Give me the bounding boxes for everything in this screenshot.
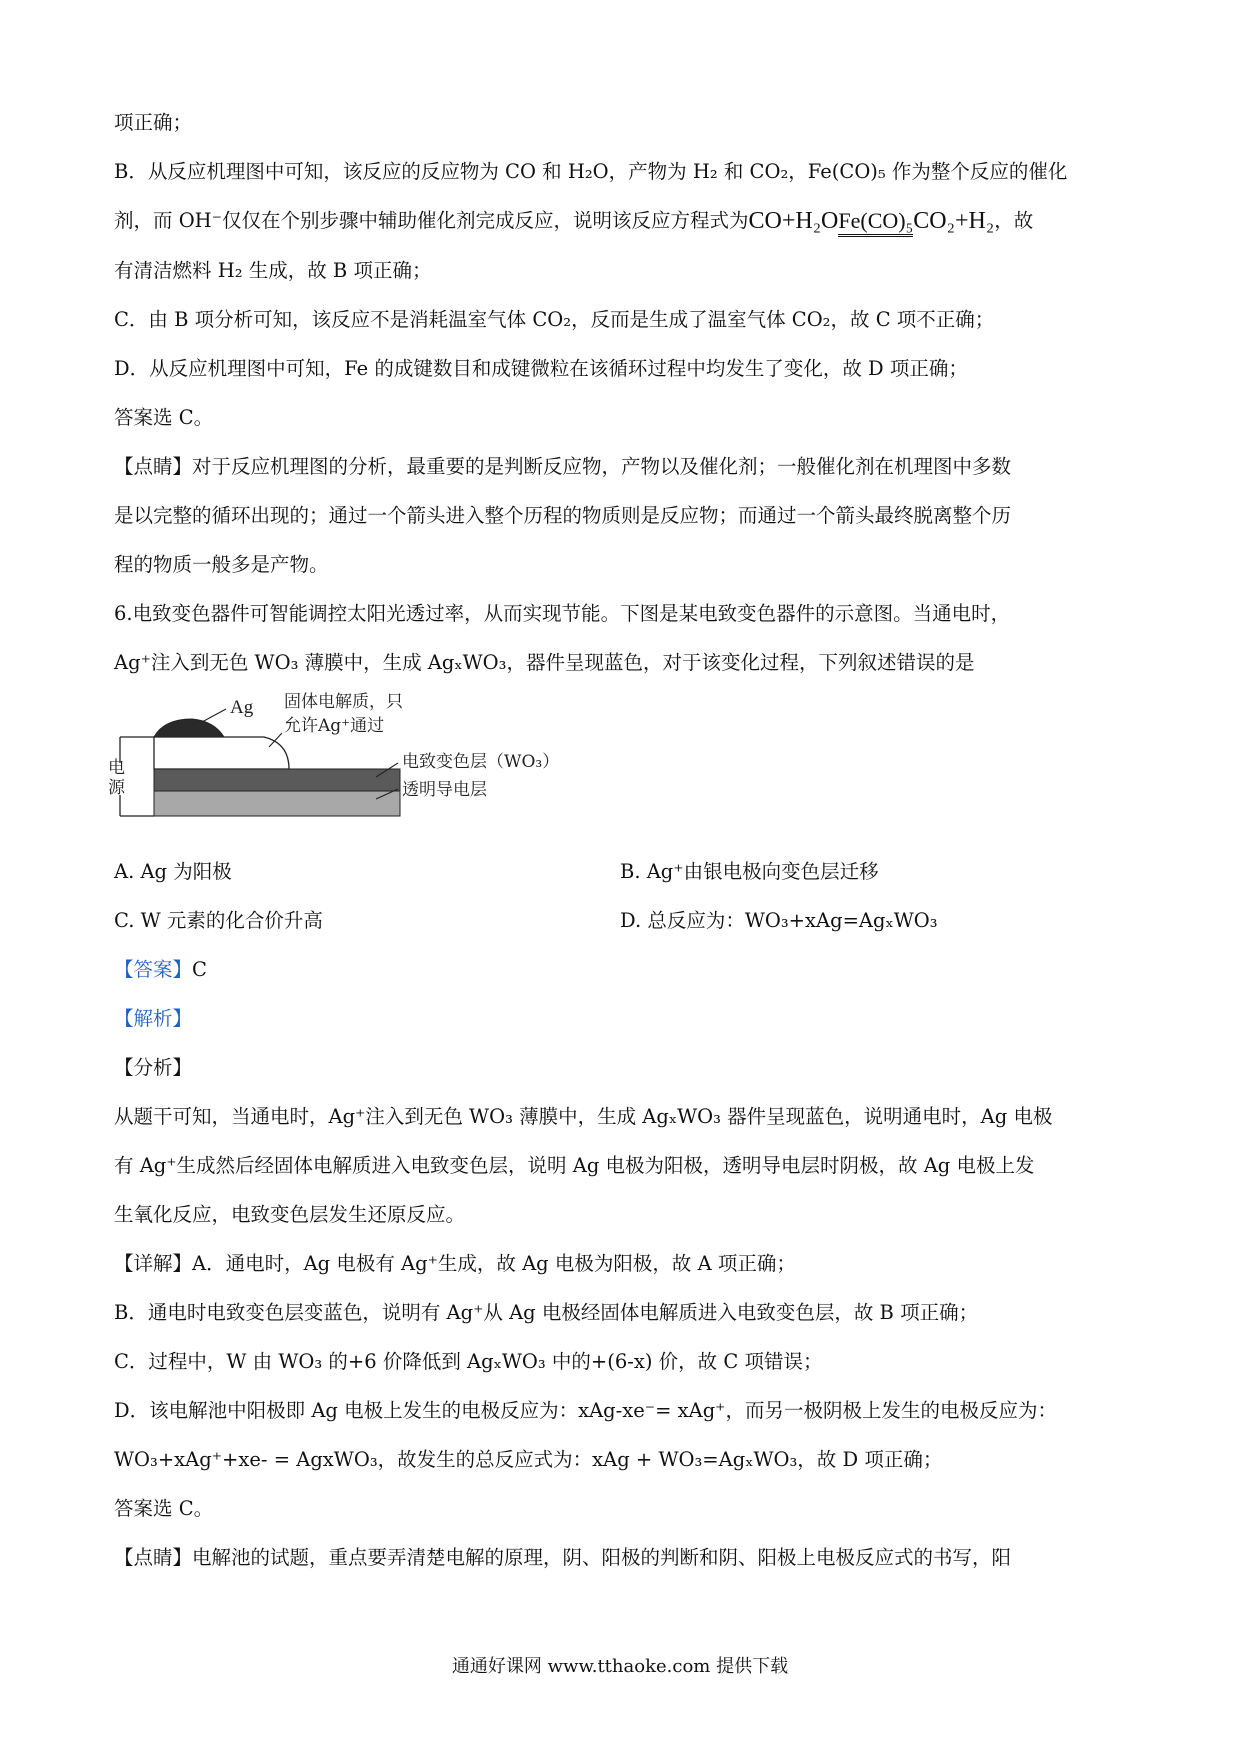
- option-b: B. Ag⁺由银电极向变色层迁移: [620, 860, 879, 883]
- text-fragment: 剂，而 OH⁻仅仅在个别步骤中辅助催化剂完成反应，说明该反应方程式为: [114, 209, 749, 232]
- answer-line: [114, 945, 1134, 994]
- text-fragment: ，故: [994, 209, 1034, 232]
- detail-line: 【点睛】电解池的试题，重点要弄清楚电解的原理，阴、阳极的判断和阴、阳极上电极反应式的书写，阳: [114, 1546, 1012, 1569]
- electrochromic-device-figure: [108, 691, 1134, 839]
- option-a: A. Ag 为阳极: [114, 860, 232, 883]
- text-line: 有清洁燃料 H₂ 生成，故 B 项正确；: [114, 259, 432, 282]
- ec-layer-label: 电致变色层（WO₃）: [402, 752, 560, 772]
- electrochromic-layer: [154, 769, 400, 791]
- ag-leader-line: [202, 709, 226, 722]
- device-diagram: [108, 691, 614, 839]
- options-row-1: [114, 847, 1134, 896]
- analysis-line: 从题干可知，当通电时，Ag⁺注入到无色 WO₃ 薄膜中，生成 AgₓWO₃ 器件呈现蓝色，说明通电时，Ag 电极: [114, 1105, 1053, 1128]
- detail-line: 答案选 C。: [114, 1497, 214, 1520]
- electrolyte-label-line2: 允许Ag⁺通过: [284, 716, 385, 736]
- text-line: B．从反应机理图中可知，该反应的反应物为 CO 和 H₂O，产物为 H₂ 和 CO₂，Fe(CO)₅ 作为整个反应的催化: [114, 160, 1068, 183]
- detail-line: B．通电时电致变色层变蓝色，说明有 Ag⁺从 Ag 电极经固体电解质进入电致变色层，故 B 项正确；: [114, 1301, 979, 1324]
- fenxi-label: 【分析】: [114, 1056, 193, 1079]
- ag-label: Ag: [230, 697, 254, 718]
- option-c: C. W 元素的化合价升高: [114, 909, 323, 932]
- text-line: C．由 B 项分析可知，该反应不是消耗温室气体 CO₂，反而是生成了温室气体 CO₂，故 C 项不正确；: [114, 308, 995, 331]
- answer-value: C: [192, 958, 207, 981]
- text-line: 答案选 C。: [114, 406, 214, 429]
- options-row-2: [114, 896, 1134, 945]
- detail-line: 【详解】A．通电时，Ag 电极有 Ag⁺生成，故 Ag 电极为阳极，故 A 项正确；: [114, 1252, 796, 1275]
- equation-reactants: CO+H₂O: [748, 208, 839, 234]
- document-content: [108, 98, 1134, 1582]
- analysis-line: 生氧化反应，电致变色层发生还原反应。: [114, 1203, 466, 1226]
- text-line: D．从反应机理图中可知，Fe 的成键数目和成键微粒在该循环过程中均发生了变化，故 D 项正确；: [114, 357, 968, 380]
- electrolyte-label-line1: 固体电解质，只: [284, 692, 403, 712]
- analysis-line: 有 Ag⁺生成然后经固体电解质进入电致变色层，说明 Ag 电极为阳极，透明导电层时阴极，故 Ag 电极上发: [114, 1154, 1035, 1177]
- equation-catalyst: Fe(CO)₅: [838, 208, 913, 237]
- page-footer: 通通好课网 www.tthaoke.com 提供下载: [451, 1656, 789, 1677]
- analysis-label: 【解析】: [114, 1007, 193, 1030]
- ag-electrode: [154, 719, 224, 737]
- answer-label: 【答案】: [114, 958, 193, 981]
- source-label-bottom: 源: [108, 778, 125, 798]
- question-text: Ag⁺注入到无色 WO₃ 薄膜中，生成 AgₓWO₃，器件呈现蓝色，对于该变化过程，下列叙述错误的是: [114, 651, 975, 674]
- question-text: 6.电致变色器件可智能调控太阳光透过率，从而实现节能。下图是某电致变色器件的示意图。当通电时，: [114, 602, 1011, 625]
- text-line: 是以完整的循环出现的；通过一个箭头进入整个历程的物质则是反应物；而通过一个箭头最终脱离整个历: [114, 504, 1012, 527]
- transparent-conductive-layer: [154, 791, 400, 816]
- detail-line: D．该电解池中阳极即 Ag 电极上发生的电极反应为：xAg-xe⁻= xAg⁺，而另一极阴极上发生的电极反应为：: [114, 1399, 1057, 1422]
- text-line: 程的物质一般多是产物。: [114, 553, 329, 576]
- text-line: 【点睛】对于反应机理图的分析，最重要的是判断反应物，产物以及催化剂；一般催化剂在机理图中多数: [114, 455, 1012, 478]
- text-line: 项正确；: [114, 111, 193, 134]
- conductive-layer-label: 透明导电层: [402, 780, 487, 800]
- text-line-with-equation: [114, 196, 1134, 246]
- source-label-top: 电: [108, 758, 125, 778]
- option-d: D. 总反应为：WO₃+xAg=AgₓWO₃: [620, 909, 938, 932]
- equation-products: CO₂+H₂: [913, 208, 995, 234]
- detail-line: WO₃+xAg⁺+xe- = AgxWO₃，故发生的总反应式为：xAg + WO₃=AgₓWO₃，故 D 项正确；: [114, 1448, 943, 1471]
- detail-line: C．过程中，W 由 WO₃ 的+6 价降低到 AgₓWO₃ 中的+(6-x) 价，故 C 项错误；: [114, 1350, 823, 1373]
- solid-electrolyte: [154, 737, 289, 769]
- reaction-equation: [748, 197, 994, 246]
